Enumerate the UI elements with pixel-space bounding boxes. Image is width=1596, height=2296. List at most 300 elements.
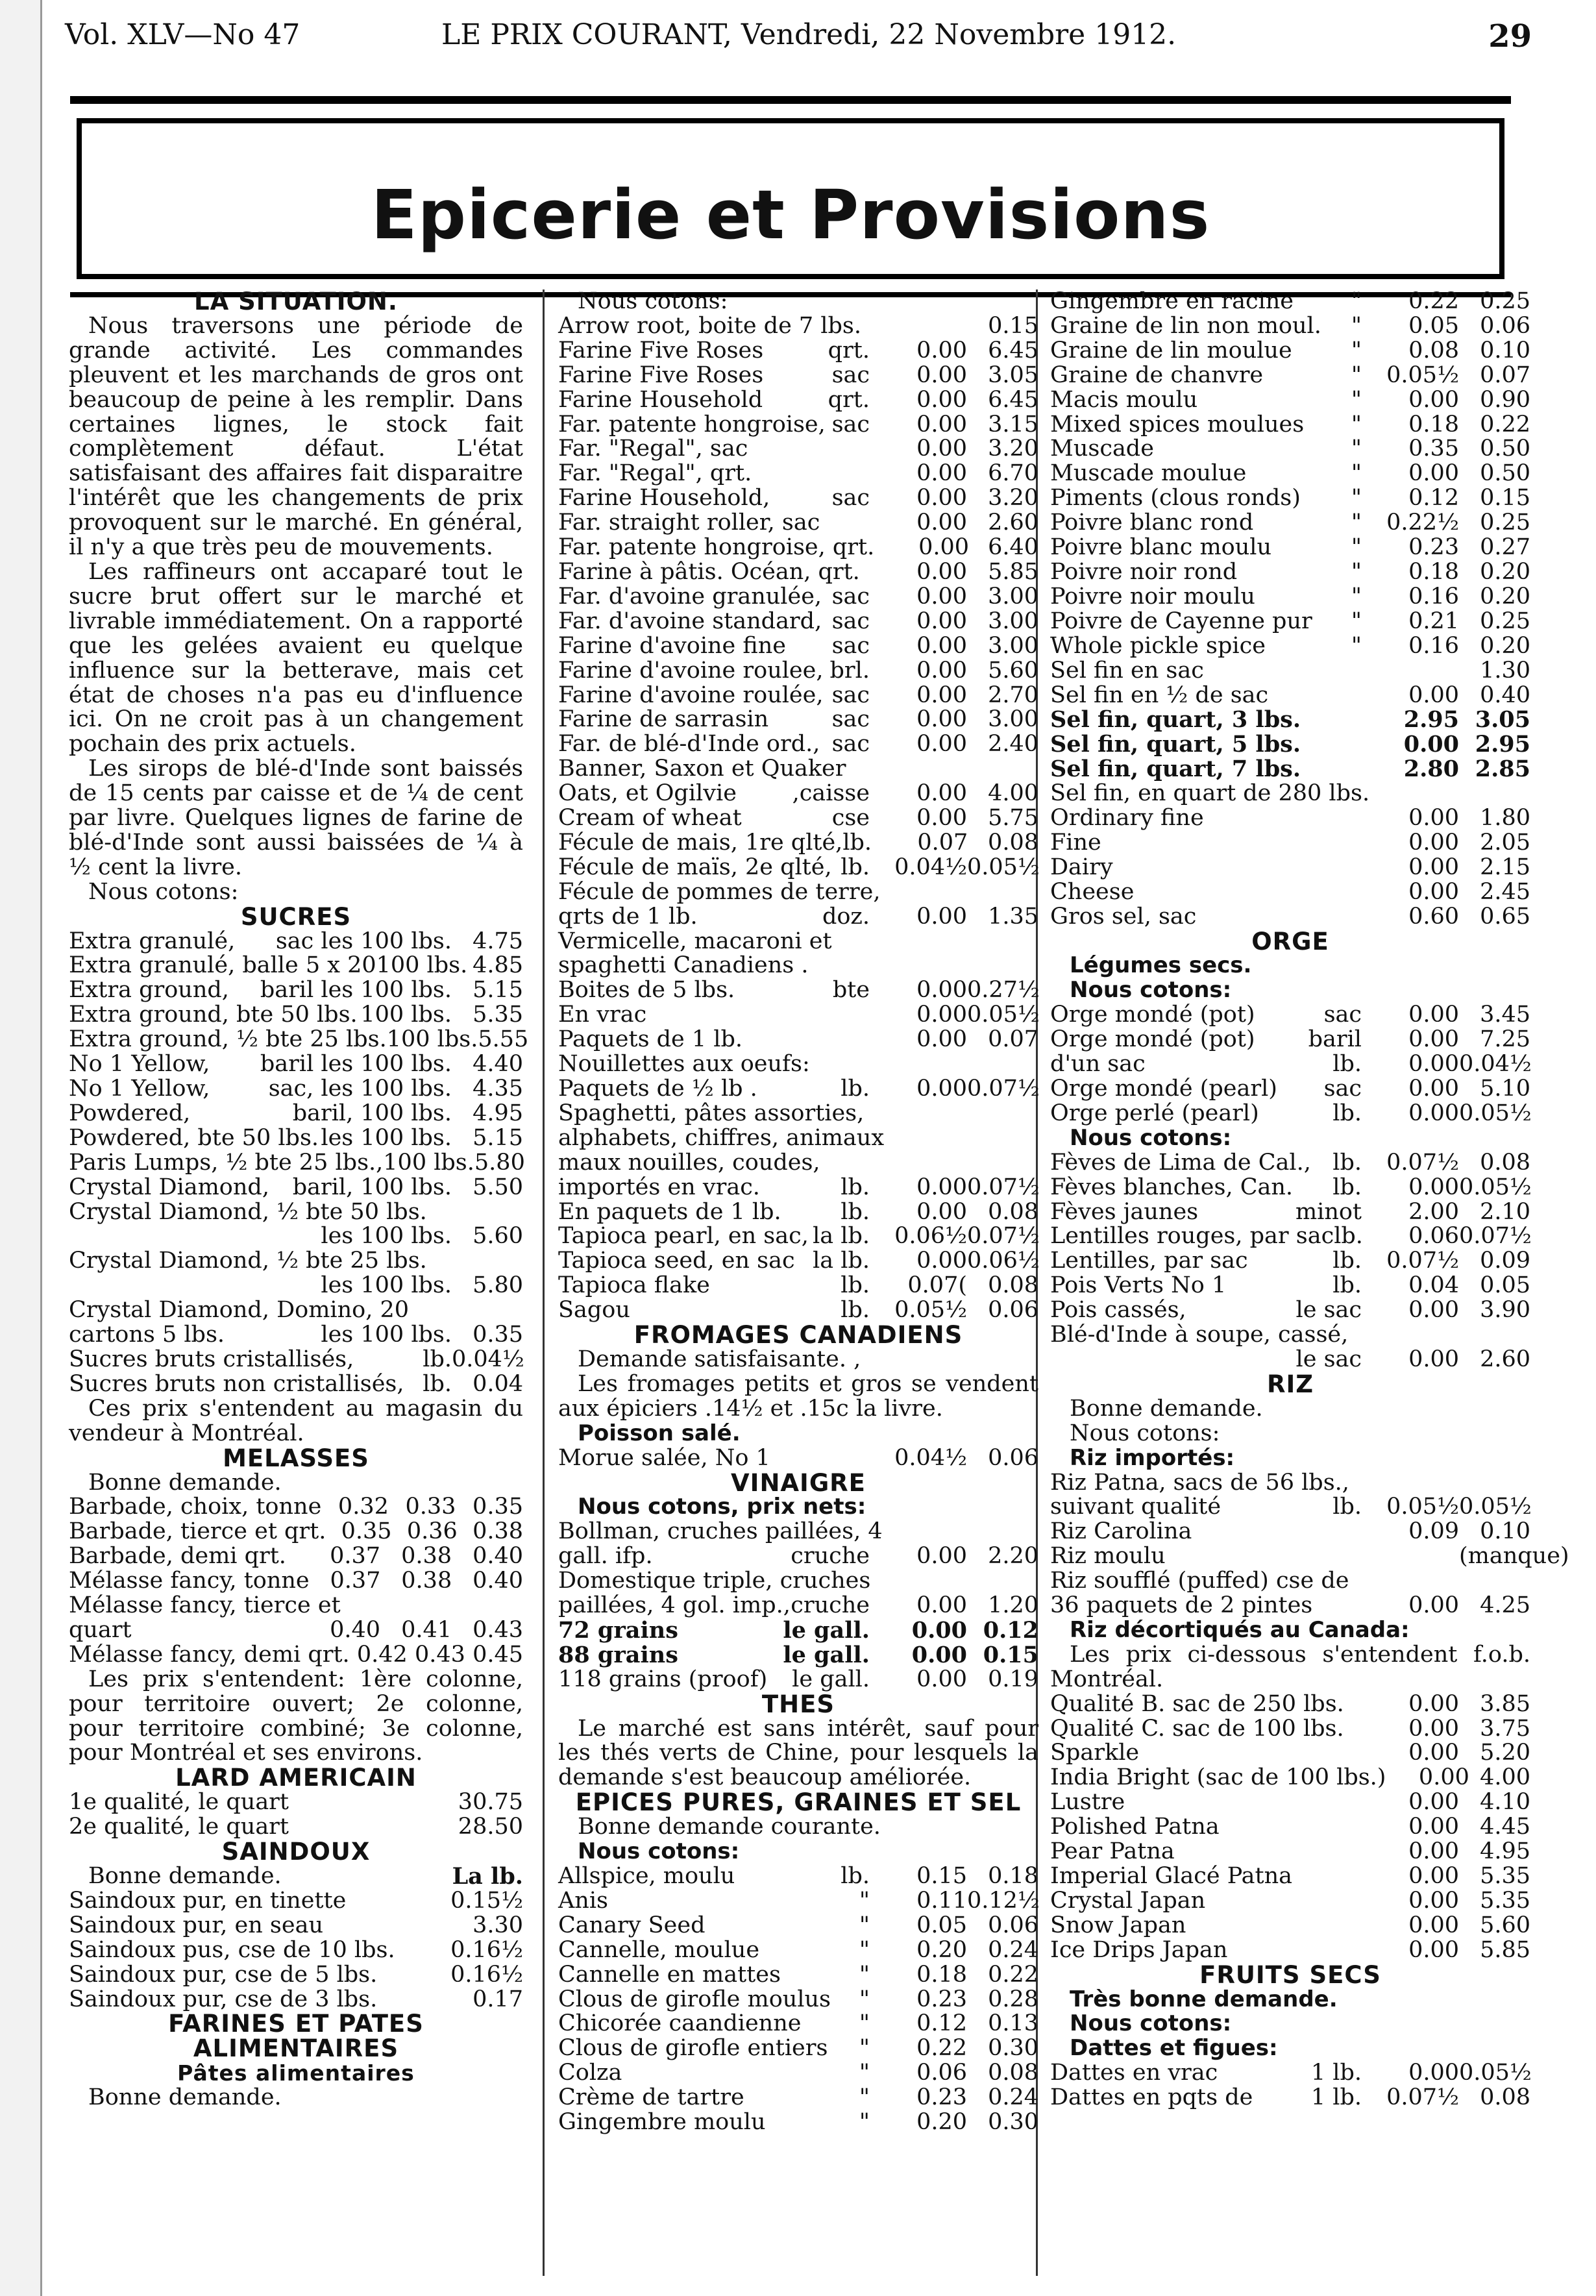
item-unit: baril les 100 lbs. — [260, 1051, 452, 1078]
price-high: 0.05½ — [1459, 1174, 1532, 1200]
lard-heading: LARD AMERICAIN — [175, 1764, 417, 1792]
price-low: 0.00 — [916, 1174, 967, 1200]
item-name: Graine de lin non moul. — [1050, 312, 1321, 339]
price-low: 0.04½ — [894, 854, 967, 880]
price-row — [69, 1249, 523, 1274]
item-unit: baril, 100 lbs. — [292, 1174, 452, 1200]
price-row — [69, 1889, 523, 1914]
price-low: 0.00 — [916, 583, 967, 610]
sucres-heading: SUCRES — [240, 902, 352, 931]
price-high: 0.06 — [988, 1444, 1038, 1471]
item-name: Morue salée, No 1 — [558, 1444, 770, 1471]
item-unit: " — [1351, 337, 1362, 364]
item-unit: lb. — [841, 854, 870, 880]
price-row — [558, 806, 1038, 831]
price-low: 0.00 — [1408, 1002, 1459, 1028]
price-row — [1050, 1200, 1530, 1225]
item-unit: le sac — [1295, 1346, 1362, 1372]
price-high: 0.24 — [988, 1936, 1038, 1963]
thes-heading: THES — [761, 1690, 835, 1718]
price-row — [558, 856, 1038, 880]
item-name: paillées, 4 gol. imp., — [558, 1592, 791, 1619]
price-high — [1459, 1323, 1530, 1348]
item-unit: sac — [831, 706, 870, 733]
price-row — [1050, 388, 1530, 413]
melasses-heading: MELASSES — [223, 1444, 369, 1472]
price-col-1: 0.42 — [356, 1641, 408, 1668]
item-name: maux nouilles, coudes, — [558, 1149, 820, 1176]
price-high — [972, 1520, 1038, 1544]
price-row — [1050, 2086, 1530, 2110]
situation-paragraph: Les raffineurs ont accaparé tout le sucre brut offert sur le marché et livrable immédiatement. On a rapporté que les gelées avaient eu quelque influence sur la betterave, mais cet état de choses n'a pas eu d'influence ici. On ne croit pas à un changement pochain des prix actuels. — [69, 558, 523, 758]
price-high: 0.20 — [1480, 583, 1530, 610]
price-high: 0.05 — [1480, 1272, 1530, 1299]
running-head — [65, 12, 1532, 62]
price-high: 2.60 — [988, 510, 1038, 536]
price-low: 0.04½ — [894, 1444, 967, 1471]
price-high: 3.45 — [1480, 1002, 1530, 1028]
price-row — [1050, 806, 1530, 831]
price-row — [1050, 1028, 1530, 1052]
price-high: 5.35 — [1480, 1887, 1530, 1914]
price-low: 0.00 — [916, 1198, 967, 1225]
item-name: Barbade, demi qrt. — [69, 1543, 286, 1570]
price-row — [558, 314, 1038, 339]
price-high: 3.75 — [1480, 1715, 1530, 1742]
item-unit: sac — [831, 362, 870, 388]
riz-importes-subheading: Riz importés: — [1070, 1444, 1235, 1471]
price-low — [870, 314, 967, 339]
price-high: 0.50 — [1480, 460, 1530, 487]
item-name: 72 grains — [558, 1616, 678, 1644]
item-unit: " — [859, 1986, 870, 2012]
item-name: Gingembre moulu — [558, 2109, 766, 2136]
price-row — [558, 1077, 1038, 1102]
riz-note: Nous cotons: — [1070, 1420, 1220, 1446]
price-high: 0.07 — [988, 1026, 1038, 1053]
price-low: 0.16 — [1408, 632, 1459, 659]
price-low: 0.00 — [1408, 1076, 1459, 1102]
item-name: Fèves blanches, Can. — [1050, 1174, 1294, 1200]
price-row — [558, 930, 1038, 954]
item-name: Crystal Diamond, ½ bte 25 lbs. — [69, 1248, 427, 1274]
price-high: 4.95 — [1480, 1838, 1530, 1865]
price-high: 0.22 — [988, 1961, 1038, 1988]
item-name: cartons 5 lbs. — [69, 1322, 225, 1348]
item-name: India Bright (sac de 100 lbs.) — [1050, 1764, 1386, 1791]
item-name: Whole pickle spice — [1050, 632, 1266, 659]
item-name: Fécule de mais, 1re qlté, — [558, 829, 843, 856]
item-name: Ice Drips Japan — [1050, 1936, 1228, 1963]
item-unit: " — [859, 1936, 870, 1963]
price-high: 0.50 — [1480, 436, 1530, 462]
price-low: 0.07( — [907, 1272, 967, 1299]
item-price: 0.04 — [473, 1370, 523, 1397]
price-high: 2.10 — [1480, 1198, 1530, 1225]
item-unit: lb. — [841, 1272, 870, 1299]
legumes-note: Nous cotons: — [1070, 977, 1232, 1004]
price-high: 0.30 — [988, 2109, 1038, 2136]
item-name: Muscade — [1050, 436, 1154, 462]
price-row — [558, 1889, 1038, 1914]
price-high: 3.15 — [988, 411, 1038, 438]
item-unit: " — [1351, 583, 1362, 610]
price-high: 0.27 — [1480, 534, 1530, 561]
price-row — [69, 1544, 523, 1569]
item-name: Sel fin, en quart de 280 lbs. — [1050, 780, 1370, 807]
item-name: quart — [69, 1616, 132, 1643]
price-high: 0.05½ — [967, 1002, 1040, 1028]
price-high: 6.45 — [988, 337, 1038, 364]
item-name: Crystal Diamond, Domino, 20 — [69, 1297, 409, 1324]
price-low: 0.00 — [1408, 2060, 1459, 2086]
price-high: 0.20 — [1480, 632, 1530, 659]
item-unit: sac — [831, 632, 870, 659]
situation-paragraph: Les sirops de blé-d'Inde sont baissés de 15 cents par caisse et de ¼ de cent par livre. Quelques lignes de farine de blé-d'Inde sont aussi baissées de ¼ à ½ cent la livre. — [69, 756, 523, 880]
price-low: 0.00 — [916, 903, 967, 930]
item-name: Mélasse fancy, tonne — [69, 1568, 310, 1594]
price-row — [1050, 1815, 1530, 1840]
column-rule — [543, 290, 545, 2276]
item-name: Chicorée caandienne — [558, 2010, 802, 2037]
column-2 — [558, 290, 1038, 2282]
item-name: Farine à pâtis. Océan, qrt. — [558, 558, 860, 585]
price-high: 5.35 — [1480, 1863, 1530, 1889]
price-row — [558, 1668, 1038, 1692]
fruits-demand: Très bonne demande. — [1070, 1986, 1338, 2012]
item-name: Canary Seed — [558, 1912, 706, 1938]
price-row — [1050, 2061, 1530, 2086]
item-name: Paquets de 1 lb. — [558, 1026, 743, 1053]
price-low — [1362, 659, 1459, 684]
price-row — [69, 1200, 523, 1225]
price-row — [558, 364, 1038, 388]
price-low: 0.00 — [1408, 1297, 1459, 1324]
item-name: Boites de 5 lbs. — [558, 977, 735, 1004]
item-name: Barbade, choix, tonne — [69, 1494, 322, 1520]
price-high: 1.30 — [1480, 657, 1530, 684]
price-row — [1050, 1348, 1530, 1372]
price-high: 4.45 — [1480, 1814, 1530, 1840]
item-price: 30.75 — [458, 1789, 523, 1816]
price-row — [69, 1176, 523, 1200]
price-row — [1050, 486, 1530, 511]
item-name: Banner, Saxon et Quaker — [558, 756, 846, 782]
item-name: Far. "Regal", qrt. — [558, 460, 752, 487]
item-name: Sparkle — [1050, 1740, 1140, 1766]
price-row — [1050, 1741, 1530, 1766]
price-low — [870, 954, 967, 978]
price-low — [884, 1126, 973, 1151]
price-low: 0.00 — [916, 411, 967, 438]
price-row — [558, 1200, 1038, 1225]
price-low: 0.12 — [916, 2010, 967, 2037]
item-name: Extra granulé, — [69, 928, 236, 954]
item-name: Sucres bruts non cristallisés, — [69, 1370, 404, 1397]
epices-sel-price-list — [1050, 290, 1530, 930]
vinaigre-note: Nous cotons, prix nets: — [578, 1494, 866, 1520]
item-price: 5.80 — [473, 1272, 523, 1299]
price-row — [1050, 782, 1530, 806]
item-name: Poivre de Cayenne pur — [1050, 608, 1312, 634]
price-high: 6.40 — [988, 534, 1038, 561]
price-row — [558, 1618, 1038, 1643]
item-name — [1050, 1348, 1296, 1372]
price-row — [1050, 1790, 1530, 1815]
price-low: 0.00 — [1418, 1764, 1469, 1791]
price-row — [558, 339, 1038, 364]
price-low: 0.00 — [1408, 1100, 1459, 1126]
item-name: Poivre noir moulu — [1050, 583, 1255, 610]
item-name: Fécule de maïs, 2e qlté, — [558, 854, 832, 880]
price-high: 5.10 — [1480, 1076, 1530, 1102]
price-high: 2.85 — [1475, 756, 1530, 783]
price-row — [558, 905, 1038, 930]
price-high: 0.15 — [1480, 485, 1530, 512]
fromages-demand: Demande satisfaisante. , — [578, 1346, 861, 1372]
item-name: Blé-d'Inde à soupe, cassé, — [1050, 1322, 1349, 1348]
price-row — [1050, 732, 1530, 757]
item-price: 0.16½ — [450, 1936, 523, 1963]
price-row — [1050, 1151, 1530, 1176]
price-low: 0.07 — [917, 829, 968, 856]
price-low: 0.00 — [916, 510, 967, 536]
thes-note: Le marché est sans intérêt, sauf pour les thés verts de Chine, pour lesquels la demande s'est beaucoup améliorée. — [558, 1715, 1038, 1791]
nous-cotons-label: Nous cotons: — [88, 878, 239, 905]
price-row — [558, 831, 1038, 856]
price-row — [558, 1052, 1038, 1077]
item-name: Tapioca seed, en sac — [558, 1248, 795, 1274]
price-col-2: 0.43 — [414, 1641, 465, 1668]
price-low: 0.00 — [1408, 682, 1459, 708]
price-high: 0.05½ — [1459, 1494, 1532, 1520]
epices-note: Nous cotons: — [578, 1838, 740, 1865]
price-high: 0.07½ — [967, 1223, 1040, 1250]
price-high: 3.00 — [988, 706, 1038, 733]
price-low: 0.22½ — [1386, 510, 1459, 536]
price-high: 2.60 — [1480, 1346, 1530, 1372]
price-high: 0.06½ — [967, 1248, 1040, 1274]
price-low: 0.06 — [1408, 1223, 1459, 1250]
price-low: 0.00 — [1408, 1346, 1459, 1372]
price-high: 0.12 — [983, 1616, 1038, 1644]
price-low: 0.23 — [1408, 534, 1459, 561]
item-unit: le gall. — [792, 1666, 870, 1692]
item-name: Crystal Diamond, ½ bte 50 lbs. — [69, 1198, 427, 1225]
price-low: 0.22 — [916, 2035, 967, 2062]
item-name: Fèves jaunes — [1050, 1198, 1199, 1225]
price-row — [1050, 560, 1530, 585]
item-price — [452, 1249, 523, 1274]
price-row — [558, 2110, 1038, 2135]
riz-canada-subheading: Riz décortiqués au Canada: — [1070, 1616, 1410, 1643]
item-unit: lb. — [423, 1370, 452, 1397]
item-unit: " — [1351, 312, 1362, 339]
fruits-note: Nous cotons: — [1070, 2010, 1232, 2037]
feves-price-list — [1050, 1151, 1530, 1372]
item-unit: lb. — [841, 1297, 870, 1324]
price-low — [1362, 1544, 1459, 1569]
price-row — [1050, 1766, 1530, 1790]
item-unit: " — [1351, 558, 1362, 585]
item-name: Nouillettes aux oeufs: — [558, 1051, 810, 1078]
price-high: 0.06 — [1480, 312, 1530, 339]
poisson-subheading: Poisson salé. — [578, 1420, 741, 1446]
price-low: 0.00 — [1408, 1838, 1459, 1865]
price-high: 3.20 — [988, 436, 1038, 462]
price-high: 0.05½ — [1459, 2060, 1532, 2086]
price-low: 0.00 — [916, 460, 967, 487]
item-name: Allspice, moulu — [558, 1863, 735, 1889]
price-low: 0.35 — [1408, 436, 1459, 462]
price-row — [1050, 290, 1530, 314]
price-high: 3.00 — [988, 583, 1038, 610]
situation-heading: LA SITUATION. — [194, 288, 398, 315]
item-price: 28.50 — [458, 1814, 523, 1840]
vinaigre-heading: VINAIGRE — [731, 1468, 866, 1497]
price-low: 0.06 — [916, 2060, 967, 2086]
price-col-1: 0.32 — [338, 1494, 389, 1520]
item-name: Sucres bruts cristallisés, — [69, 1346, 354, 1372]
item-name: Mixed spices moulues — [1050, 411, 1305, 438]
item-unit: qrt. — [828, 337, 870, 364]
item-name: Paris Lumps, ½ bte 25 lbs., — [69, 1149, 384, 1176]
item-unit: " — [1351, 534, 1362, 561]
price-high: 1.80 — [1480, 805, 1530, 832]
price-low: 0.05½ — [894, 1297, 967, 1324]
price-row — [69, 1643, 523, 1668]
price-low: 2.95 — [1403, 706, 1459, 734]
price-low — [883, 1520, 973, 1544]
price-row — [558, 511, 1038, 536]
item-name: Pois cassés, — [1050, 1297, 1186, 1324]
orge-heading: ORGE — [1251, 927, 1329, 956]
page-gutter — [0, 0, 42, 2296]
price-row — [69, 1323, 523, 1348]
item-name: Saindoux pur, cse de 5 lbs. — [69, 1961, 378, 1988]
price-low: 0.05 — [916, 1912, 967, 1938]
price-col-2: 0.33 — [405, 1494, 456, 1520]
price-row — [1050, 634, 1530, 659]
price-low: 0.00 — [1408, 1174, 1459, 1200]
price-row — [69, 1594, 523, 1618]
item-name: spaghetti Canadiens . — [558, 952, 809, 979]
item-name: Fèves de Lima de Cal., — [1050, 1149, 1311, 1176]
price-high: 0.07½ — [967, 1076, 1040, 1102]
item-name: Vermicelle, macaroni et — [558, 928, 832, 954]
price-high: 0.08 — [988, 829, 1038, 856]
item-name: Sel fin en ½ de sac — [1050, 682, 1269, 708]
price-high: 0.24 — [988, 2084, 1038, 2111]
item-unit: 100 lbs. — [376, 952, 468, 979]
price-high: 0.10 — [1480, 337, 1530, 364]
price-row — [558, 1914, 1038, 1938]
item-name: Qualité C. sac de 100 lbs. — [1050, 1715, 1344, 1742]
item-price: 4.85 — [473, 952, 523, 979]
price-low — [880, 880, 971, 905]
item-name: Far. d'avoine standard, — [558, 608, 822, 634]
price-high: 0.30 — [988, 2035, 1038, 2062]
item-name: Poivre noir rond — [1050, 558, 1238, 585]
volume-number: Vol. XLV—No 47 — [65, 18, 301, 51]
price-low: 0.00 — [916, 1543, 967, 1570]
item-name: 88 grains — [558, 1641, 678, 1668]
price-high: 0.08 — [988, 1198, 1038, 1225]
price-col-3: 0.35 — [473, 1494, 523, 1520]
price-row — [69, 954, 523, 978]
item-name: Extra ground, — [69, 977, 229, 1004]
price-row — [69, 1914, 523, 1938]
price-high: 0.90 — [1480, 386, 1530, 413]
price-row — [69, 1790, 523, 1815]
item-name: Dattes en pqts de — [1050, 2084, 1253, 2111]
price-row — [1050, 1692, 1530, 1717]
price-row — [558, 1864, 1038, 1889]
price-high — [967, 757, 1038, 782]
price-row — [69, 1348, 523, 1372]
item-name: No 1 Yellow, — [69, 1051, 210, 1078]
item-name: Sel fin, quart, 7 lbs. — [1050, 756, 1301, 783]
price-high: 4.00 — [1480, 1764, 1530, 1791]
item-unit: cruche — [791, 1543, 870, 1570]
price-high: 0.13 — [988, 2010, 1038, 2037]
price-low: 0.00 — [916, 1248, 967, 1274]
item-unit: la lb. — [813, 1223, 870, 1250]
price-high: 4.00 — [988, 780, 1038, 807]
item-unit: " — [1351, 386, 1362, 413]
item-price: 5.15 — [473, 1124, 523, 1151]
price-row — [1050, 1003, 1530, 1028]
price-high — [967, 1052, 1038, 1077]
item-name: Powdered, — [69, 1100, 191, 1126]
item-price: 4.40 — [473, 1051, 523, 1078]
item-unit: les 100 lbs. — [321, 1272, 452, 1299]
price-row — [558, 486, 1038, 511]
price-row — [69, 1224, 523, 1249]
price-row — [69, 930, 523, 954]
price-high: 3.20 — [988, 485, 1038, 512]
price-low: 0.00 — [1408, 1912, 1459, 1938]
item-name: Polished Patna — [1050, 1814, 1220, 1840]
epices-price-list — [558, 1864, 1038, 2135]
price-col-3: 0.43 — [473, 1616, 523, 1643]
price-high: 0.22 — [1480, 411, 1530, 438]
price-low: 0.00 — [1408, 1690, 1459, 1717]
price-low — [870, 1052, 967, 1077]
price-high: 2.40 — [988, 731, 1038, 758]
item-unit: lb. — [841, 1863, 870, 1889]
price-low: 0.00 — [1408, 1026, 1459, 1053]
item-unit: " — [1351, 288, 1362, 314]
item-unit: ,caisse — [792, 780, 870, 807]
price-row — [1050, 511, 1530, 536]
price-high: 0.08 — [988, 1272, 1038, 1299]
item-name: Tapioca pearl, en sac, — [558, 1223, 809, 1250]
price-low: 0.05 — [1408, 312, 1459, 339]
price-row — [1050, 1176, 1530, 1200]
price-row — [1050, 1520, 1530, 1544]
item-name: Snow Japan — [1050, 1912, 1186, 1938]
item-unit: lb. — [1332, 1272, 1362, 1299]
price-low: 0.07½ — [1386, 2084, 1459, 2111]
item-name: Riz soufflé (puffed) cse de — [1050, 1568, 1349, 1594]
item-name: En paquets de 1 lb. — [558, 1198, 781, 1225]
price-high: 5.60 — [988, 657, 1038, 684]
price-high: 0.06 — [988, 1297, 1038, 1324]
price-high: 2.05 — [1480, 829, 1530, 856]
item-unit: " — [859, 1961, 870, 1988]
price-row — [1050, 1864, 1530, 1889]
